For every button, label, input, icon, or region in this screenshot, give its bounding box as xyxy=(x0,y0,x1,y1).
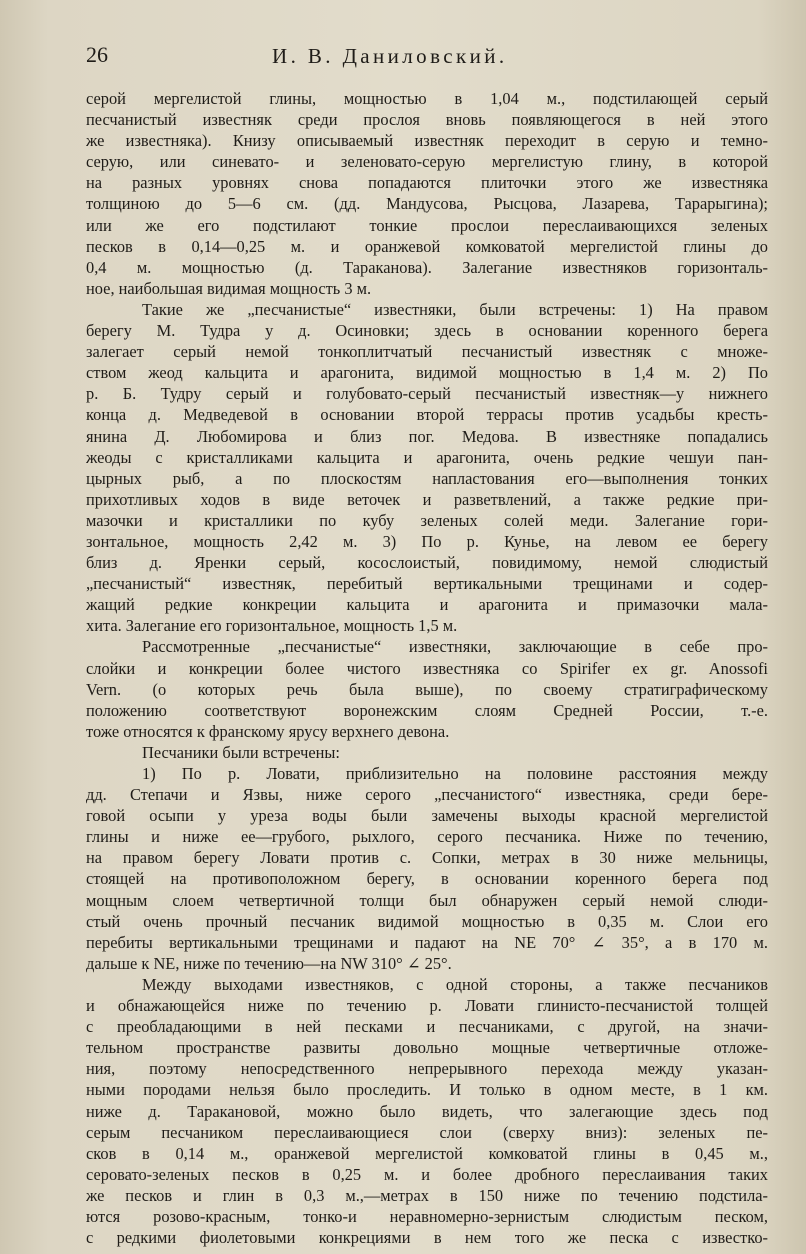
body-text xyxy=(86,88,768,1248)
text-line: или же его подстилают тонкие прослои переслаивающихся зеленых xyxy=(86,215,768,235)
text-line: Такие же „песчанистые“ известняки, были встречены: 1) На правом xyxy=(142,299,768,319)
text-line: тельном пространстве развиты довольно мощные четвертичные отложе- xyxy=(86,1038,768,1058)
text-line: положению соответствуют воронежским слоям Средней России, т.-е. xyxy=(86,700,768,720)
text-line: дальше к NE, ниже по течению—на NW 310° ∠ 25°. xyxy=(86,953,452,973)
text-line: берегу М. Тудра у д. Осиновки; здесь в основании коренного берега xyxy=(86,321,768,341)
text-line: серовато-зеленых песков в 0,25 м. и более дробного переслаивания таких xyxy=(86,1164,768,1184)
text-line: песков в 0,14—0,25 м. и оранжевой комковатой мергелистой глины до xyxy=(86,236,768,256)
text-line: 1) По р. Ловати, приблизительно на половине расстояния между xyxy=(142,764,768,783)
text-line: серую, или синевато- и зеленовато-серую мергелистую глину, в которой xyxy=(86,152,768,172)
text-line: мощным слоем четвертичной толщи был обнаружен серый немой слюди- xyxy=(86,890,768,910)
text-line: жащий редкие конкреции кальцита и арагонита и примазочки мала- xyxy=(86,595,768,615)
page-number: 26 xyxy=(86,42,108,67)
text-line: зонтальное, мощность 2,42 м. 3) По р. Кунье, на левом ее берегу xyxy=(86,531,768,551)
text-line: тоже относятся к франскому ярусу верхнего девона. xyxy=(86,721,450,741)
text-line: песчанистый известняк среди прослоя вновь появляющегося в ней этого xyxy=(86,110,768,130)
text-line: ством жеод кальцита и арагонита, видимой мощностью в 1,4 м. 2) По xyxy=(86,363,768,383)
text-line: на правом берегу Ловати против с. Сопки, метрах в 30 ниже мельницы, xyxy=(86,848,768,868)
text-line: Между выходами известняков, с одной стороны, а также песчаников xyxy=(142,974,768,994)
text-line: ное, наибольшая видимая мощность 3 м. xyxy=(86,278,372,298)
text-line: слойки и конкреции более чистого известняка со Spirifer ex gr. Anossofi xyxy=(86,658,768,678)
text-line: близ д. Яренки серый, косослоистый, повидимому, немой слюдистый xyxy=(86,553,768,573)
text-line: сков в 0,14 м., оранжевой мергелистой комковатой глины в 0,45 м., xyxy=(86,1143,768,1163)
text-line: прихотливых ходов в виде веточек и разветвлений, а также редкие при- xyxy=(86,489,768,509)
text-line: ния, поэтому непосредственного непрерывного перехода между указан- xyxy=(86,1059,768,1079)
text-line: „песчанистый“ известняк, перебитый вертикальными трещинами и содер- xyxy=(86,574,768,594)
page-header xyxy=(86,40,776,74)
text-line: цырных рыб, а по плоскостям напластования его—выполнения тонких xyxy=(86,468,768,488)
text-line: и обнажающейся ниже по течению р. Ловати глинисто-песчанистой толщей xyxy=(86,996,768,1016)
text-line: с редкими фиолетовыми конкрециями в нем того же песка с известко- xyxy=(86,1228,768,1248)
text-line: же известняка). Книзу описываемый известняк переходит в серую и темно- xyxy=(86,131,768,151)
text-line: р. Б. Тудру серый и голубовато-серый песчанистый известняк—у нижнего xyxy=(86,384,768,404)
running-head: И. В. Даниловский. xyxy=(272,44,508,68)
text-line: глины и ниже ее—грубого, рыхлого, серого песчаника. Ниже по течению, xyxy=(86,827,768,847)
text-line: стоящей на противоположном берегу, в основании коренного берега под xyxy=(86,869,768,889)
text-line: 0,4 м. мощностью (д. Тараканова). Залегание известняков горизонталь- xyxy=(86,257,768,277)
text-line: ются розово-красным, тонко-и неравномерно-зернистым слюдистым песком, xyxy=(86,1206,768,1226)
text-line: же песков и глин в 0,3 м.,—метрах в 150 ниже по течению подстила- xyxy=(86,1185,768,1205)
text-line: с преобладающими в ней песками и песчаниками, с другой, на значи- xyxy=(86,1017,768,1037)
text-line: дд. Степачи и Язвы, ниже серого „песчанистого“ известняка, среди бере- xyxy=(86,785,768,805)
text-line: Vern. (о которых речь была выше), по своему стратиграфическому xyxy=(86,679,768,699)
text-line: серым песчаником переслаивающиеся слои (сверху вниз): зеленых пе- xyxy=(86,1122,768,1142)
text-line: ными породами нельзя было проследить. И только в одном месте, в 1 км. xyxy=(86,1080,768,1100)
text-line: серой мергелистой глины, мощностью в 1,04 м., подстилающей серый xyxy=(86,89,768,108)
text-line: жеоды с кристалликами кальцита и арагонита, очень редкие чешуи пан- xyxy=(86,447,768,467)
text-line: перебиты вертикальными трещинами и падают на NE 70° ∠ 35°, а в 170 м. xyxy=(86,932,768,952)
text-line: хита. Залегание его горизонтальное, мощность 1,5 м. xyxy=(86,616,458,636)
text-line: ниже д. Таракановой, можно было видеть, что залегающие здесь под xyxy=(86,1101,768,1121)
text-line: Рассмотренные „песчанистые“ известняки, заключающие в себе про- xyxy=(142,637,768,657)
text-line: конца д. Медведевой в основании второй террасы против усадьбы кресть- xyxy=(86,405,768,425)
text-line: мазочки и кристаллики по кубу зеленых солей меди. Залегание гори- xyxy=(86,510,768,530)
text-line: залегает серый немой тонкоплитчатый песчанистый известняк с множе- xyxy=(86,342,768,362)
text-line: говой осыпи у уреза воды были замечены выходы красной мергелистой xyxy=(86,806,768,826)
text-line: толщиною до 5—6 см. (дд. Мандусова, Рысцова, Лазарева, Тарарыгина); xyxy=(86,194,768,214)
text-line: Песчаники были встречены: xyxy=(142,742,340,762)
text-line: стый очень прочный песчаник видимой мощностью в 0,35 м. Слои его xyxy=(86,911,768,931)
text-line: янина Д. Любомирова и близ пог. Медова. В известняке попадались xyxy=(86,426,768,446)
text-line: на разных уровнях снова попадаются плиточки этого же известняка xyxy=(86,173,768,193)
